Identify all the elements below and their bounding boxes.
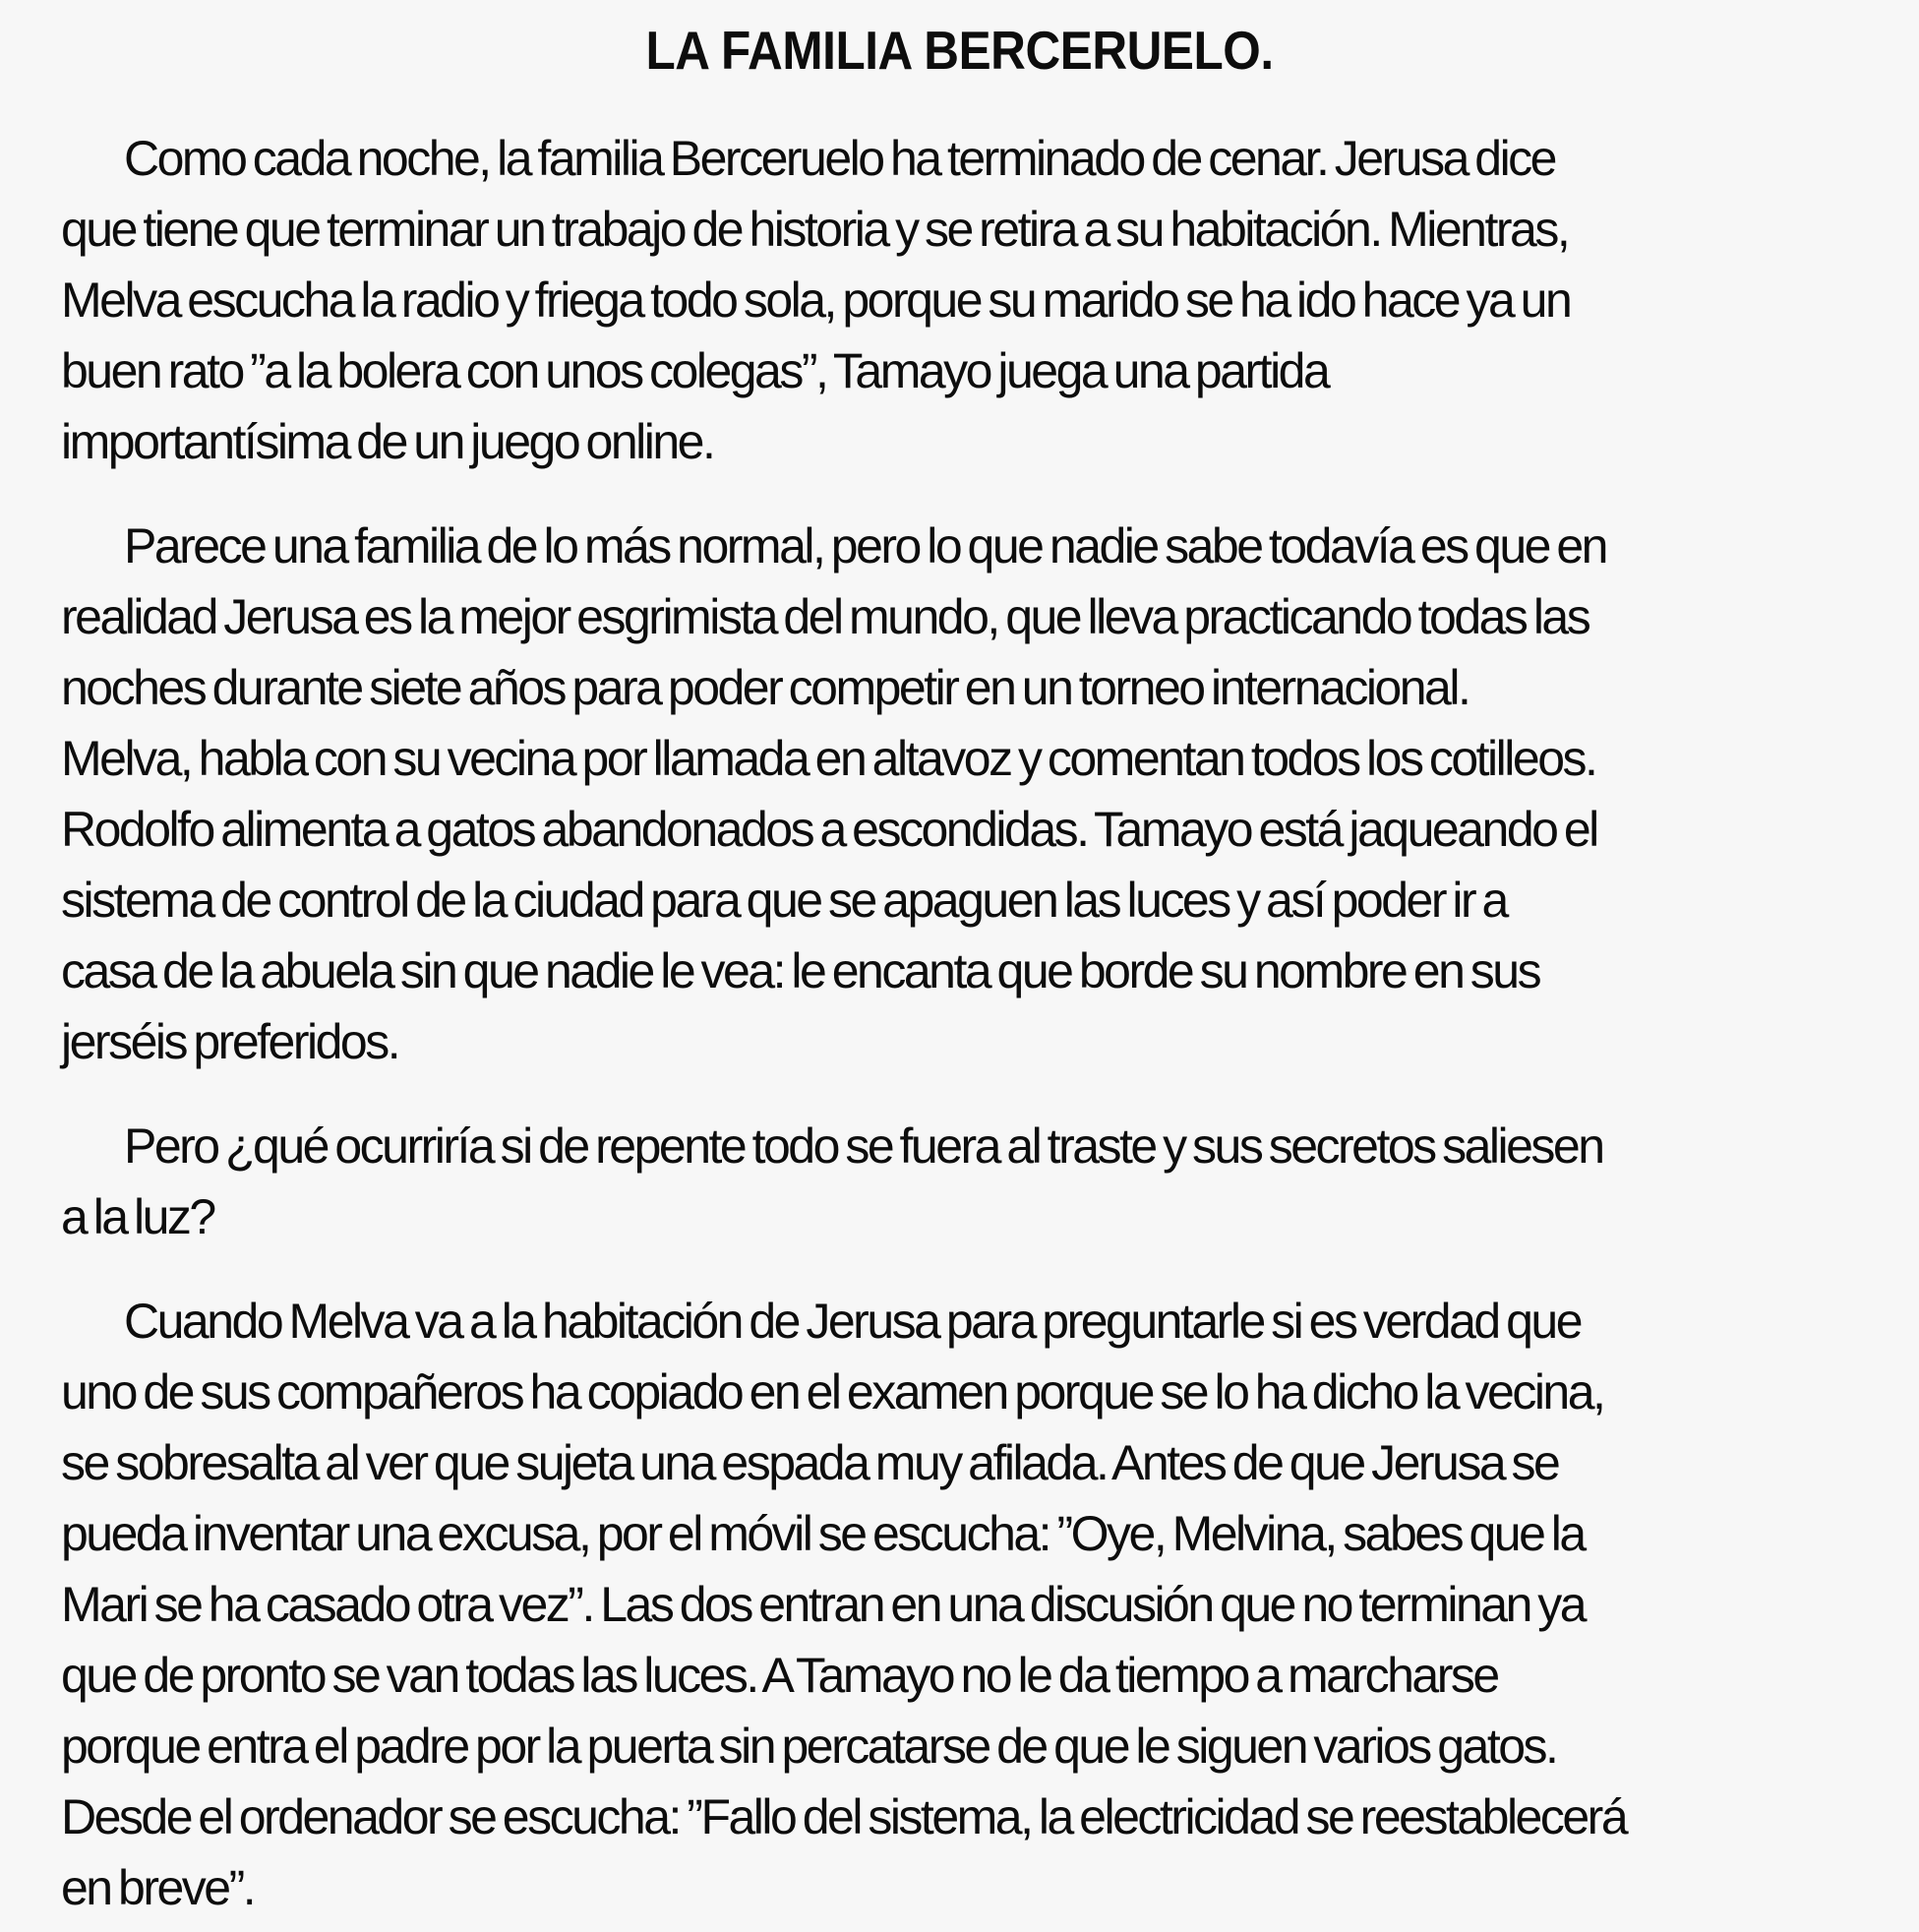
text-line: sistema de control de la ciudad para que se apaguen las luces y así poder ir a (61, 873, 1507, 928)
text-line: que tiene que terminar un trabajo de historia y se retira a su habitación. Mientras, (61, 202, 1569, 257)
text-line: Parece una familia de lo más normal, pero lo que nadie sabe todavía es que en (124, 518, 1606, 574)
text-line: que de pronto se van todas las luces. A Tamayo no le da tiempo a marcharse (61, 1648, 1498, 1703)
text-line: en breve”. (61, 1860, 255, 1915)
text-line: buen rato ”a la bolera con unos colegas”, Tamayo juega una partida (61, 343, 1329, 398)
text-line: casa de la abuela sin que nadie le vea: le encanta que borde su nombre en sus (61, 943, 1540, 998)
text-line: realidad Jerusa es la mejor esgrimista del mundo, que lleva practicando todas las (61, 589, 1589, 644)
text-line: noches durante siete años para poder competir en un torneo internacional. (61, 660, 1469, 715)
text-line: Cuando Melva va a la habitación de Jerusa para preguntarle si es verdad que (124, 1294, 1582, 1349)
page-title-text: LA FAMILIA BERCERUELO. (645, 20, 1274, 81)
text-line: jerséis preferidos. (61, 1014, 399, 1069)
text-line: Pero ¿qué ocurriría si de repente todo se fuera al traste y sus secretos saliesen (124, 1118, 1603, 1174)
document-body (0, 123, 1919, 1923)
paragraph (61, 1286, 1870, 1923)
text-line: Desde el ordenador se escucha: ”Fallo del sistema, la electricidad se reestablecerá (61, 1789, 1627, 1844)
text-line: uno de sus compañeros ha copiado en el examen porque se lo ha dicho la vecina, (61, 1364, 1604, 1419)
paragraph (61, 1111, 1870, 1252)
text-line: Melva, habla con su vecina por llamada en altavoz y comentan todos los cotilleos. (61, 731, 1596, 786)
paragraph (61, 511, 1870, 1077)
paragraph (61, 123, 1870, 477)
page-title (0, 11, 1919, 90)
text-line: se sobresalta al ver que sujeta una espada muy afilada. Antes de que Jerusa se (61, 1435, 1559, 1490)
text-line: Mari se ha casado otra vez”. Las dos entran en una discusión que no terminan ya (61, 1577, 1586, 1632)
text-line: pueda inventar una excusa, por el móvil se escucha: ”Oye, Melvina, sabes que la (61, 1506, 1585, 1561)
text-line: Como cada noche, la familia Berceruelo ha terminado de cenar. Jerusa dice (124, 131, 1555, 186)
text-line: importantísima de un juego online. (61, 414, 714, 469)
text-line: Melva escucha la radio y friega todo sola, porque su marido se ha ido hace ya un (61, 272, 1571, 328)
text-line: porque entra el padre por la puerta sin percatarse de que le siguen varios gatos. (61, 1719, 1557, 1774)
text-line: a la luz? (61, 1189, 214, 1244)
text-line: Rodolfo alimenta a gatos abandonados a escondidas. Tamayo está jaqueando el (61, 802, 1597, 857)
